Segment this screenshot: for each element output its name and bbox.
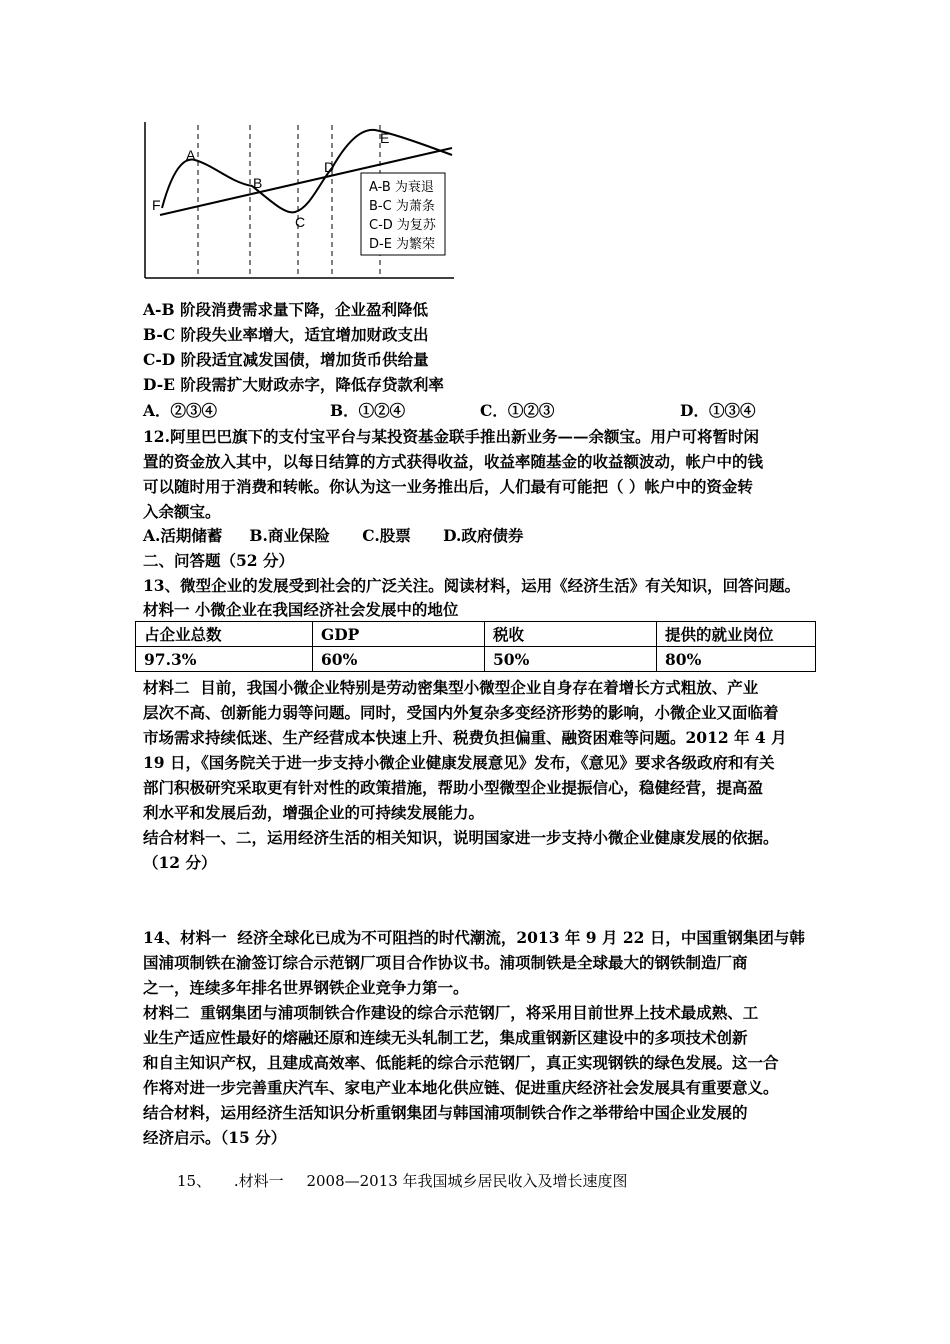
q14-line: 材料二 重钢集团与浦项制铁合作建设的综合示范钢厂，将采用目前世界上技术最成熟、工: [143, 1003, 759, 1022]
economic-cycle-diagram: [140, 120, 460, 285]
q13-material2-line: 层次不高、创新能力弱等问题。同时，受国内外复杂多变经济形势的影响，小微企业又面临着: [143, 703, 779, 722]
q15-heading: [177, 1170, 646, 1191]
q13-material2-line: 利水平和发展后劲，增强企业的可持续发展能力。: [143, 803, 485, 822]
table-cell: 50%: [485, 647, 657, 672]
q15-number: 15、: [177, 1172, 212, 1190]
q14-line: 14、材料一 经济全球化已成为不可阻挡的时代潮流，2013 年 9 月 22 日，中国重钢集团与韩: [143, 928, 805, 947]
legend-item: A-B 为衰退: [369, 180, 434, 195]
q14-line: 经济启示。（15 分）: [143, 1128, 287, 1147]
q13-material2-line: 19 日，《国务院关于进一步支持小微企业健康发展意见》发布，《意见》要求各级政府和有关: [143, 753, 775, 772]
q14-line: 和自主知识产权，且建成高效率、低能耗的综合示范钢厂，真正实现钢铁的绿色发展。这一合: [143, 1053, 779, 1072]
q11-item: B-C 阶段失业率增大，适宜增加财政支出: [143, 325, 429, 344]
legend-item: C-D 为复苏: [369, 218, 436, 233]
q11-options: [143, 399, 823, 423]
q12-line: 可以随时用于消费和转帐。你认为这一业务推出后，人们最有可能把（ ）帐户中的资金转: [143, 477, 753, 496]
q11-option-c: C．①②③: [480, 401, 555, 420]
table-cell: 80%: [657, 647, 816, 672]
table-row: [136, 647, 816, 672]
section-heading: 二、问答题（52 分）: [143, 551, 294, 570]
point-b-label: B: [253, 175, 263, 191]
point-f-label: F: [152, 197, 161, 213]
point-e-label: E: [380, 130, 390, 146]
q13-intro: 13、微型企业的发展受到社会的广泛关注。阅读材料，运用《经济生活》有关知识，回答问题。: [143, 576, 801, 595]
table-cell: 60%: [313, 647, 485, 672]
q13-material2-line: 材料二 目前，我国小微企业特别是劳动密集型小微型企业自身存在着增长方式粗放、产业: [143, 678, 759, 697]
point-c-label: C: [295, 214, 306, 230]
q13-question: 结合材料一、二，运用经济生活的相关知识，说明国家进一步支持小微企业健康发展的依据。: [143, 828, 779, 847]
q11-option-b: B．①②④: [330, 401, 406, 420]
q14-line: 作将对进一步完善重庆汽车、家电产业本地化供应链、促进重庆经济社会发展具有重要意义。: [143, 1078, 779, 1097]
q11-item: A-B 阶段消费需求量下降，企业盈利降低: [143, 300, 428, 319]
q12-line: 12.阿里巴巴旗下的支付宝平台与某投资基金联手推出新业务——余额宝。用户可将暂时闲: [143, 427, 759, 446]
q14-line: 之一，连续多年排名世界钢铁企业竞争力第一。: [143, 978, 469, 997]
legend-item: B-C 为萧条: [369, 199, 435, 214]
q11-option-d: D．①③④: [680, 401, 756, 420]
table-header-cell: 税收: [485, 622, 657, 647]
q13-data-table: [135, 621, 816, 672]
table-header-cell: 提供的就业岗位: [657, 622, 816, 647]
q13-material2-line: 市场需求持续低迷、生产经营成本快速上升、税费负担偏重、融资困难等问题。2012 年 4 月: [143, 728, 787, 747]
legend-item: D-E 为繁荣: [369, 237, 436, 252]
q12-line: 置的资金放入其中，以每日结算的方式获得收益，收益率随基金的收益额波动，帐户中的钱: [143, 452, 764, 471]
q13-material1-title: 材料一 小微企业在我国经济社会发展中的地位: [143, 600, 459, 619]
table-header-row: [136, 622, 816, 647]
q15-title: 2008—2013 年我国城乡居民收入及增长速度图: [306, 1172, 628, 1190]
q14-line: 结合材料，运用经济生活知识分析重钢集团与韩国浦项制铁合作之举带给中国企业发展的: [143, 1103, 748, 1122]
q12-line: 入余额宝。: [143, 502, 221, 521]
q14-line: 国浦项制铁在渝签订综合示范钢厂项目合作协议书。浦项制铁是全球最大的钢铁制造厂商: [143, 953, 748, 972]
table-cell: 97.3%: [136, 647, 313, 672]
q11-item: D-E 阶段需扩大财政赤字，降低存贷款利率: [143, 375, 444, 394]
table-header-cell: GDP: [313, 622, 485, 647]
q13-score: （12 分）: [143, 853, 217, 872]
q14-line: 业生产适应性最好的熔融还原和连续无头轧制工艺，集成重钢新区建设中的多项技术创新: [143, 1028, 748, 1047]
q15-material-label: .材料一: [233, 1172, 284, 1190]
table-header-cell: 占企业总数: [136, 622, 313, 647]
q12-options: A.活期储蓄 B.商业保险 C.股票 D.政府债券: [143, 526, 524, 545]
q13-material2-line: 部门积极研究采取更有针对性的政策措施，帮助小型微型企业提振信心，稳健经营，提高盈: [143, 778, 764, 797]
q11-item: C-D 阶段适宜减发国债，增加货币供给量: [143, 350, 429, 369]
q11-option-a: A．②③④: [143, 401, 218, 420]
point-d-label: D: [324, 159, 335, 175]
point-a-label: A: [186, 147, 196, 163]
